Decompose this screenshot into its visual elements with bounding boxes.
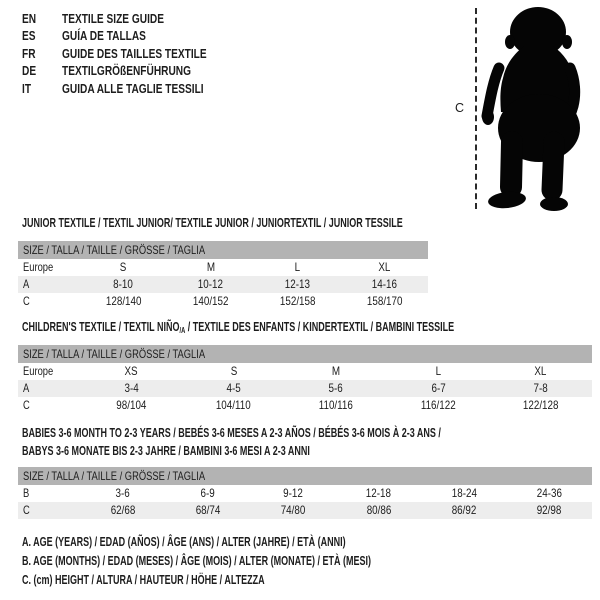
table-row xyxy=(18,293,428,310)
size-cell: XL xyxy=(534,364,547,378)
value-cell: 9-12 xyxy=(283,486,304,500)
language-code: DE xyxy=(22,63,37,79)
table-row xyxy=(18,502,592,519)
row-label: C xyxy=(23,294,30,308)
language-title: TEXTILGRÖßENFÜHRUNG xyxy=(61,63,191,79)
value-cell: 10-12 xyxy=(197,277,224,291)
babies-table-title-line1: BABIES 3-6 MONTH TO 2-3 YEARS / BEBÉS 3-6 MESES A 2-3 AÑOS / BÉBÉS 3-6 MOIS À 2-3 ANS / xyxy=(22,426,441,440)
language-row xyxy=(22,45,247,62)
value-cell: 98/104 xyxy=(116,398,147,412)
row-label: C xyxy=(23,503,30,517)
language-row xyxy=(22,62,247,79)
value-cell: 116/122 xyxy=(420,398,456,412)
value-cell: 24-36 xyxy=(536,486,562,500)
nino-a-subscript: /A xyxy=(179,326,186,335)
language-title: GUIDA ALLE TAGLIE TESSILI xyxy=(61,80,204,96)
table-row xyxy=(18,363,592,380)
babies-table-section xyxy=(18,426,592,518)
language-code: EN xyxy=(22,11,37,26)
value-cell: 6-9 xyxy=(200,486,216,500)
language-code: ES xyxy=(22,28,36,44)
language-row xyxy=(22,10,247,27)
value-cell: 104/110 xyxy=(216,398,252,412)
size-header-bar: SIZE / TALLA / TAILLE / GRÖSSE / TAGLIA xyxy=(18,467,592,485)
junior-table-title: JUNIOR TEXTILE / TEXTIL JUNIOR/ TEXTILE JUNIOR / JUNIORTEXTIL / JUNIOR TESSILE xyxy=(22,216,403,230)
value-cell: 12-13 xyxy=(284,277,311,291)
row-label: C xyxy=(23,398,30,412)
size-header-bar: SIZE / TALLA / TAILLE / GRÖSSE / TAGLIA xyxy=(18,345,592,363)
children-table-section xyxy=(18,320,592,416)
size-header-bar: SIZE / TALLA / TAILLE / GRÖSSE / TAGLIA xyxy=(18,241,428,259)
language-row xyxy=(22,80,247,97)
value-cell: 122/128 xyxy=(523,398,559,412)
language-title: TEXTILE SIZE GUIDE xyxy=(61,11,164,26)
value-cell: 12-18 xyxy=(366,486,392,500)
row-label: B xyxy=(23,486,30,500)
height-measure-dashed-line xyxy=(475,8,477,209)
children-table-title: CHILDREN'S TEXTILE / TEXTIL NIÑO/A / TEXTILE DES ENFANTS / KINDERTEXTIL / BAMBINI TESSILE xyxy=(22,320,455,335)
table-row xyxy=(18,276,428,293)
babies-table-title-line2: BABYS 3-6 MONATE BIS 2-3 JAHRE / BAMBINI 3-6 MESI A 2-3 ANNI xyxy=(22,444,310,458)
size-cell: M xyxy=(206,260,215,274)
table-row xyxy=(18,397,592,414)
value-cell: 152/158 xyxy=(279,294,316,308)
value-cell: 3-6 xyxy=(115,486,130,500)
value-cell: 5-6 xyxy=(328,381,344,395)
value-cell: 74/80 xyxy=(280,503,306,517)
value-cell: 14-16 xyxy=(371,277,398,291)
size-cell: XS xyxy=(124,364,138,378)
size-cell: M xyxy=(331,364,341,378)
row-label: Europe xyxy=(23,260,54,274)
language-row xyxy=(22,27,247,44)
baby-silhouette-icon xyxy=(480,4,600,214)
value-cell: 80/86 xyxy=(366,503,391,517)
table-row xyxy=(18,380,592,397)
value-cell: 140/152 xyxy=(192,294,229,308)
row-label: A xyxy=(23,381,30,395)
value-cell: 8-10 xyxy=(113,277,134,291)
note-height-cm: C. (cm) HEIGHT / ALTURA / HAUTEUR / HÖHE / ALTEZZA xyxy=(22,573,265,587)
value-cell: 62/68 xyxy=(110,503,135,517)
row-label: Europe xyxy=(23,364,54,378)
size-cell: L xyxy=(435,364,442,378)
value-cell: 128/140 xyxy=(105,294,142,308)
language-title-list xyxy=(22,10,247,97)
value-cell: 6-7 xyxy=(431,381,446,395)
table-row xyxy=(18,485,592,502)
size-cell: S xyxy=(230,364,237,378)
language-code: IT xyxy=(22,80,32,96)
note-age-years: A. AGE (YEARS) / EDAD (AÑOS) / ÂGE (ANS) / ALTER (JAHRE) / ETÀ (ANNI) xyxy=(22,535,346,549)
row-label: A xyxy=(23,277,30,291)
value-cell: 92/98 xyxy=(536,503,562,517)
value-cell: 7-8 xyxy=(533,381,548,395)
size-cell: XL xyxy=(378,260,391,274)
value-cell: 158/170 xyxy=(366,294,403,308)
table-row xyxy=(18,259,428,276)
size-cell: S xyxy=(120,260,127,274)
size-cell: L xyxy=(294,260,301,274)
legend-notes xyxy=(22,533,507,590)
note-age-months: B. AGE (MONTHS) / EDAD (MESES) / ÂGE (MOIS) / ALTER (MONATE) / ETÀ (MESI) xyxy=(22,554,371,568)
value-cell: 68/74 xyxy=(195,503,221,517)
value-cell: 4-5 xyxy=(226,381,241,395)
junior-table-section xyxy=(18,216,428,312)
value-cell: 86/92 xyxy=(451,503,477,517)
value-cell: 110/116 xyxy=(318,398,354,412)
language-code: FR xyxy=(22,45,36,61)
language-title: GUÍA DE TALLAS xyxy=(61,28,146,44)
value-cell: 3-4 xyxy=(124,381,139,395)
value-cell: 18-24 xyxy=(451,486,477,500)
language-title: GUIDE DES TAILLES TEXTILE xyxy=(61,45,207,61)
height-measure-label: C xyxy=(455,101,465,115)
